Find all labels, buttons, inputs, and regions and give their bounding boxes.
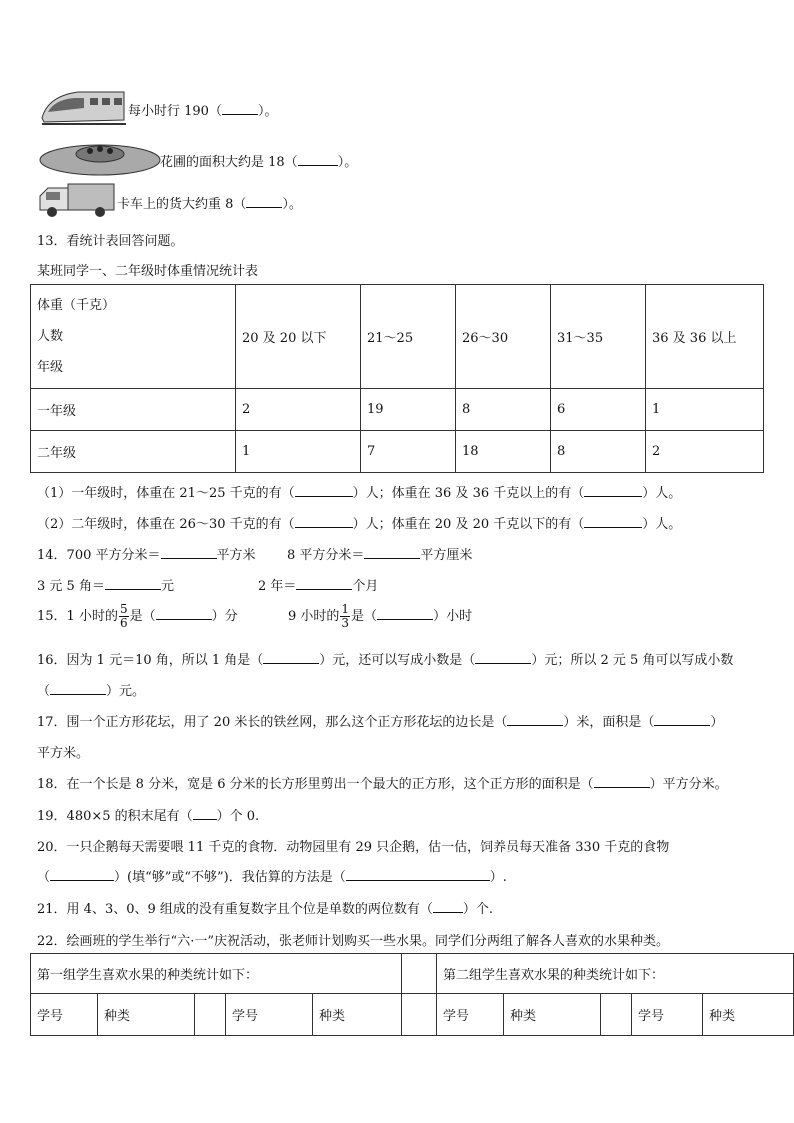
- table-row: 二年级 1 7 18 8 2: [31, 431, 764, 473]
- group1-title: 第一组学生喜欢水果的种类统计如下：: [31, 954, 402, 994]
- answer-blank[interactable]: [193, 807, 217, 820]
- answer-blank[interactable]: [105, 577, 161, 590]
- q15-a: 15．1 小时的 $\frac{5}{6}$ 是（ ）分: [37, 602, 238, 630]
- train-image: [38, 82, 128, 134]
- q15-b: 9 小时的 $\frac{1}{3}$ 是（ ）小时: [288, 602, 473, 630]
- column-header: 31～35: [551, 285, 646, 389]
- q14-line1b: 8 平方分米＝ 平方厘米: [287, 548, 473, 563]
- column-header: 20 及 20 以下: [236, 285, 361, 389]
- q13-table-title: 某班同学一、二年级时体重情况统计表: [37, 264, 259, 279]
- answer-blank[interactable]: [364, 546, 420, 559]
- answer-blank[interactable]: [475, 651, 531, 664]
- answer-blank[interactable]: [507, 713, 563, 726]
- q22-text: 22．绘画班的学生举行“六·一”庆祝活动，张老师计划购买一些水果。同学们分两组了解各人喜欢的水果种类。: [37, 934, 669, 949]
- q14-line1: 14．700 平方分米＝ 平方米: [37, 548, 256, 563]
- answer-blank[interactable]: [161, 546, 217, 559]
- q16-line1: 16．因为 1 元＝10 角，所以 1 角是（ ）元，还可以写成小数是（ ）元；所以 2 元 5 角可以写成小数: [37, 653, 734, 668]
- fraction: $\frac{1}{3}$: [341, 602, 350, 630]
- q16-line2: （ ）元。: [37, 684, 146, 699]
- table-row: 一年级 2 19 8 6 1: [31, 389, 764, 431]
- q13-title: 13．看统计表回答问题。: [37, 234, 184, 249]
- item-train: 每小时行 190（ ）。: [128, 104, 278, 119]
- answer-blank[interactable]: [298, 153, 338, 166]
- answer-blank[interactable]: [295, 484, 353, 497]
- answer-blank[interactable]: [377, 607, 433, 620]
- fruit-table: 第一组学生喜欢水果的种类统计如下： 第二组学生喜欢水果的种类统计如下： 学号 种类 学号 种类 学号 种类 学号 种类: [30, 953, 794, 1036]
- q21: 21．用 4、3、0、9 组成的没有重复数字且个位是单数的两位数有（ ）个.: [37, 902, 494, 917]
- fraction: $\frac{5}{6}$: [119, 602, 128, 630]
- answer-blank[interactable]: [295, 515, 353, 528]
- answer-blank[interactable]: [156, 607, 212, 620]
- q14-line2b: 2 年＝ 个月: [258, 579, 379, 594]
- group2-title: 第二组学生喜欢水果的种类统计如下：: [437, 954, 794, 994]
- answer-blank[interactable]: [263, 651, 319, 664]
- answer-blank[interactable]: [584, 515, 642, 528]
- q17-line2: 平方米。: [37, 746, 90, 761]
- item-truck: 卡车上的货大约重 8（ ）。: [117, 197, 302, 212]
- answer-blank[interactable]: [594, 775, 650, 788]
- q19: 19．480×5 的积末尾有（ ）个 0.: [37, 809, 260, 824]
- flowerbed-image: [38, 138, 162, 182]
- answer-blank[interactable]: [222, 102, 258, 115]
- item-flowerbed: 花圃的面积大约是 18（ ）。: [160, 155, 358, 170]
- q13-sub1: （1）一年级时，体重在 21～25 千克的有（ ）人；体重在 36 及 36 千克以上的有（ ）人。: [37, 486, 682, 501]
- q13-sub2: （2）二年级时，体重在 26～30 千克的有（ ）人；体重在 20 及 20 千克以下的有（ ）人。: [37, 517, 682, 532]
- q18: 18．在一个长是 8 分米，宽是 6 分米的长方形里剪出一个最大的正方形，这个正方形的面积是（ ）平方分米。: [37, 777, 728, 792]
- column-header: 36 及 36 以上: [646, 285, 764, 389]
- answer-blank[interactable]: [296, 577, 352, 590]
- answer-blank[interactable]: [50, 868, 114, 881]
- answer-blank[interactable]: [50, 682, 106, 695]
- weight-table: [30, 284, 764, 473]
- answer-blank[interactable]: [246, 195, 282, 208]
- q20-line1: 20．一只企鹅每天需要喂 11 千克的食物．动物园里有 29 只企鹅，估一估，饲养员每天准备 330 千克的食物: [37, 840, 670, 855]
- q17-line1: 17．围一个正方形花坛，用了 20 米长的铁丝网，那么这个正方形花坛的边长是（ ）米，面积是（ ）: [37, 715, 724, 730]
- column-header: 26～30: [456, 285, 551, 389]
- answer-blank[interactable]: [433, 900, 463, 913]
- answer-blank[interactable]: [654, 713, 710, 726]
- q20-line2: （ ）(填“够”或“不够”)．我估算的方法是（ ）.: [37, 870, 507, 885]
- answer-blank[interactable]: [346, 868, 490, 881]
- truck-image: [38, 180, 116, 224]
- column-header: 21～25: [361, 285, 456, 389]
- table-corner: 体重（千克） 人数 年级: [31, 285, 236, 389]
- q14-line2: 3 元 5 角＝ 元: [37, 579, 174, 594]
- item-train-text: 每小时行 190（: [128, 104, 222, 119]
- answer-blank[interactable]: [584, 484, 642, 497]
